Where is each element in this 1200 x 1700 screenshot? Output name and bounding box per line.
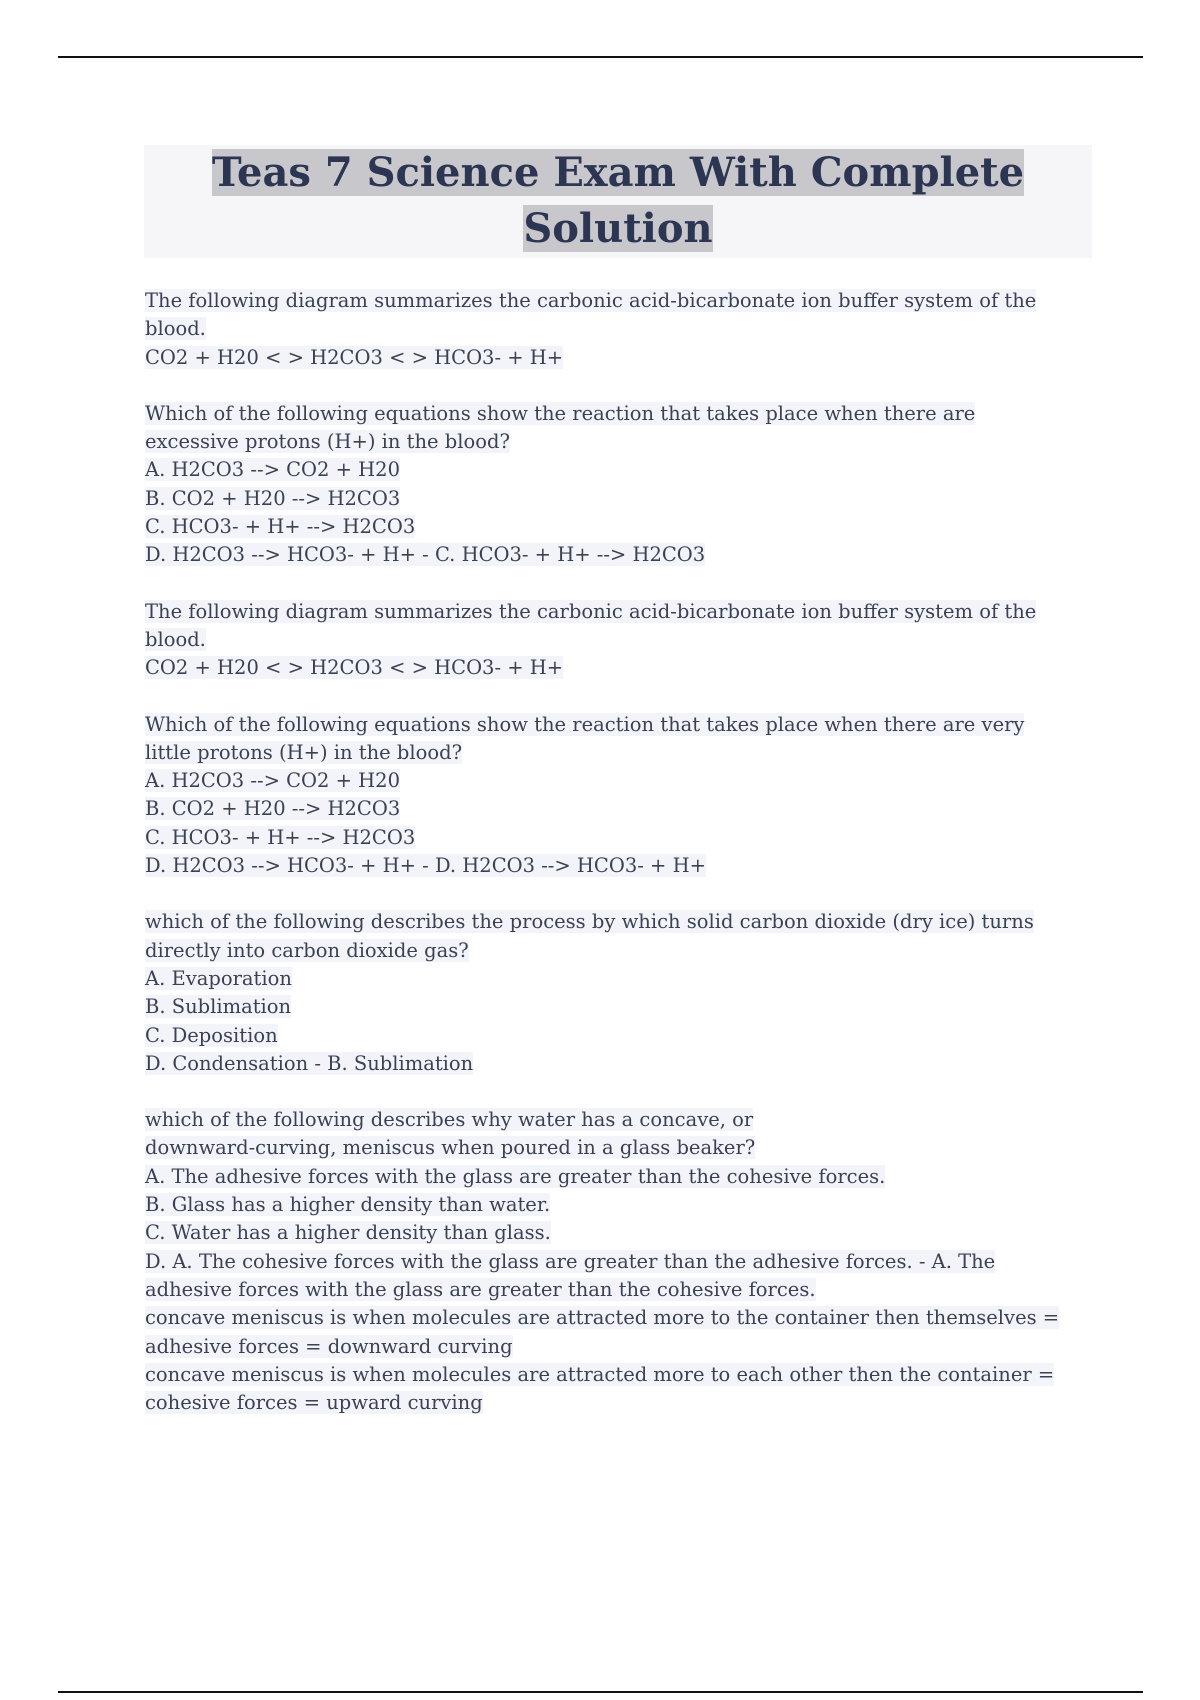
text-block: [145, 400, 1095, 570]
text-line-content: A. The adhesive forces with the glass are greater than the cohesive forces.: [145, 1164, 886, 1188]
text-line: [145, 1219, 1095, 1247]
text-line: [145, 767, 1095, 795]
text-line: [145, 993, 1095, 1021]
text-block: [145, 908, 1095, 1078]
text-line: [145, 598, 1095, 626]
text-line-content: C. HCO3- + H+ --> H2CO3: [145, 515, 416, 539]
text-line: [145, 344, 1095, 372]
text-line-content: B. Sublimation: [145, 995, 292, 1019]
text-line-content: The following diagram summarizes the carbonic acid-bicarbonate ion buffer system of the: [145, 289, 1037, 312]
text-line-content: which of the following describes the process by which solid carbon dioxide (dry ice) turns: [145, 910, 1034, 934]
text-line-content: A. H2CO3 --> CO2 + H20: [145, 769, 400, 793]
text-line-content: D. A. The cohesive forces with the glass are greater than the adhesive forces. - A. The: [145, 1249, 996, 1273]
text-line: [145, 739, 1095, 767]
text-line: [145, 654, 1095, 682]
text-line: [145, 541, 1095, 569]
text-line: [145, 1134, 1095, 1162]
text-line-content: C. HCO3- + H+ --> H2CO3: [145, 825, 416, 849]
bottom-divider: [58, 1691, 1143, 1693]
text-line-content: The following diagram summarizes the carbonic acid-bicarbonate ion buffer system of the: [145, 599, 1037, 623]
text-line: [145, 626, 1095, 654]
text-line-content: Which of the following equations show the reaction that takes place when there are: [145, 401, 976, 425]
text-line-content: blood.: [145, 627, 206, 651]
text-line: [145, 1022, 1095, 1050]
text-line-content: concave meniscus is when molecules are attracted more to the container then themselves =: [145, 1306, 1060, 1330]
top-divider: [58, 56, 1143, 58]
text-line: [145, 287, 1095, 315]
text-block: [145, 598, 1095, 683]
text-line-content: D. H2CO3 --> HCO3- + H+ - D. H2CO3 --> HCO3- + H+: [145, 854, 706, 878]
text-line-content: C. Deposition: [145, 1023, 278, 1047]
text-line: [145, 1333, 1095, 1361]
text-line-content: A. Evaporation: [145, 966, 292, 990]
text-line-content: CO2 + H20 < > H2CO3 < > HCO3- + H+: [145, 656, 564, 680]
text-line-content: Which of the following equations show the reaction that takes place when there are very: [145, 712, 1025, 736]
text-line-content: which of the following describes why water has a concave, or: [145, 1108, 754, 1132]
text-line: [145, 1163, 1095, 1191]
title-line-1: Teas 7 Science Exam With Complete: [211, 149, 1025, 196]
text-line-content: concave meniscus is when molecules are attracted more to each other then the container =: [145, 1362, 1055, 1386]
text-line: [145, 485, 1095, 513]
text-line: [145, 795, 1095, 823]
text-line: [145, 711, 1095, 739]
title-line-2: Solution: [523, 205, 713, 252]
text-line-content: downward-curving, meniscus when poured in a glass beaker?: [145, 1136, 756, 1160]
text-line: [145, 937, 1095, 965]
text-line: [145, 852, 1095, 880]
text-line-content: C. Water has a higher density than glass.: [145, 1221, 551, 1245]
text-line: [145, 1106, 1095, 1134]
text-line-content: adhesive forces with the glass are greater than the cohesive forces.: [145, 1277, 816, 1301]
text-line: [145, 428, 1095, 456]
text-line: [145, 1191, 1095, 1219]
text-line-content: B. Glass has a higher density than water.: [145, 1193, 551, 1217]
text-line-content: D. Condensation - B. Sublimation: [145, 1051, 474, 1075]
text-block: [145, 287, 1095, 372]
document-body: [145, 287, 1095, 1445]
title-banner: [144, 145, 1092, 258]
text-line: [145, 965, 1095, 993]
text-line: [145, 456, 1095, 484]
text-block: [145, 711, 1095, 881]
text-line-content: D. H2CO3 --> HCO3- + H+ - C. HCO3- + H+ --> H2CO3: [145, 543, 706, 567]
text-block: [145, 1106, 1095, 1417]
text-line-content: cohesive forces = upward curving: [145, 1391, 483, 1415]
text-line-content: excessive protons (H+) in the blood?: [145, 430, 510, 454]
text-line-content: B. CO2 + H20 --> H2CO3: [145, 797, 401, 821]
text-line: [145, 513, 1095, 541]
text-line-content: blood.: [145, 317, 206, 341]
text-line: [145, 1248, 1095, 1276]
text-line: [145, 315, 1095, 343]
text-line-content: directly into carbon dioxide gas?: [145, 938, 469, 962]
text-line-content: little protons (H+) in the blood?: [145, 740, 463, 764]
text-line: [145, 1389, 1095, 1417]
text-line: [145, 400, 1095, 428]
text-line: [145, 1304, 1095, 1332]
text-line: [145, 1276, 1095, 1304]
text-line-content: B. CO2 + H20 --> H2CO3: [145, 486, 401, 510]
text-line-content: CO2 + H20 < > H2CO3 < > HCO3- + H+: [145, 345, 564, 369]
text-line-content: adhesive forces = downward curving: [145, 1334, 513, 1358]
text-line: [145, 824, 1095, 852]
text-line: [145, 1050, 1095, 1078]
page-title: [144, 145, 1092, 257]
text-line-content: A. H2CO3 --> CO2 + H20: [145, 458, 400, 482]
text-line: [145, 908, 1095, 936]
text-line: [145, 1361, 1095, 1389]
